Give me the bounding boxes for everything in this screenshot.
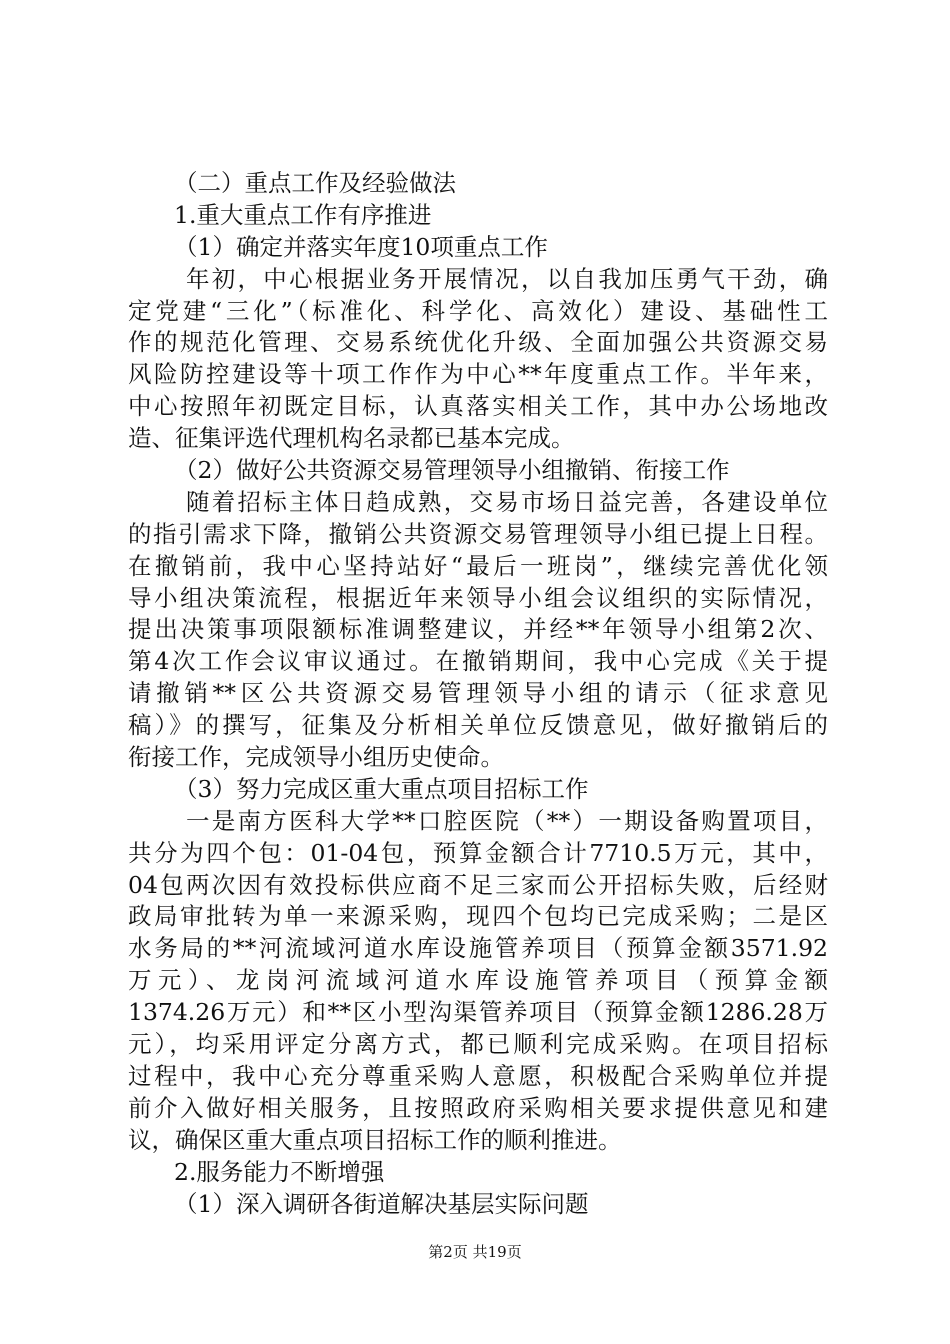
text-line: （1）确定并落实年度10项重点工作 xyxy=(174,232,548,261)
text-line: 随着招标主体日趋成熟，交易市场日益完善，各建设单位 xyxy=(186,487,828,516)
text-line: 过程中，我中心充分尊重采购人意愿，积极配合采购单位并提 xyxy=(128,1061,828,1090)
text-line: 作的规范化管理、交易系统优化升级、全面加强公共资源交易 xyxy=(128,328,828,357)
text-line: 万元）、龙岗河流域河道水库设施管养项目（预算金额 xyxy=(128,966,828,995)
text-line: 在撤销前，我中心坚持站好“最后一班岗”，继续完善优化领 xyxy=(128,551,828,580)
text-line: （二）重点工作及经验做法 xyxy=(174,169,456,197)
text-line: 议，确保区重大重点项目招标工作的顺利推进。 xyxy=(128,1125,622,1154)
text-line: 04包两次因有效投标供应商不足三家而公开招标失败，后经财 xyxy=(128,870,828,899)
text-line: 第4次工作会议审议通过。在撤销期间，我中心完成《关于提 xyxy=(128,647,828,676)
text-line: 中心按照年初既定目标，认真落实相关工作，其中办公场地改 xyxy=(128,392,828,421)
page-footer: 第2页 共19页 xyxy=(428,1243,522,1261)
text-line: 的指引需求下降，撤销公共资源交易管理领导小组已提上日程。 xyxy=(128,519,828,548)
text-line: 年初，中心根据业务开展情况，以自我加压勇气干劲，确 xyxy=(186,264,828,293)
text-line: （1）深入调研各街道解决基层实际问题 xyxy=(174,1189,589,1218)
text-line: （3）努力完成区重大重点项目招标工作 xyxy=(174,774,589,803)
document-body xyxy=(128,168,828,1220)
text-line: 2.服务能力不断增强 xyxy=(174,1157,385,1186)
text-line: 一是南方医科大学**口腔医院（**）一期设备购置项目， xyxy=(186,806,828,835)
text-line: 共分为四个包：01-04包，预算金额合计7710.5万元，其中， xyxy=(128,838,828,867)
text-line: 造、征集评选代理机构名录都已基本完成。 xyxy=(128,424,575,453)
text-line: 1.重大重点工作有序推进 xyxy=(174,200,432,229)
text-line: 政局审批转为单一来源采购，现四个包均已完成采购；二是区 xyxy=(128,902,828,931)
text-line: 水务局的**河流域河道水库设施管养项目（预算金额3571.92 xyxy=(128,934,828,963)
text-line: 风险防控建设等十项工作作为中心**年度重点工作。半年来， xyxy=(128,360,828,389)
text-line: 1374.26万元）和**区小型沟渠管养项目（预算金额1286.28万 xyxy=(128,998,828,1027)
text-line: 前介入做好相关服务，且按照政府采购相关要求提供意见和建 xyxy=(128,1093,828,1122)
text-line: 请撤销**区公共资源交易管理领导小组的请示（征求意见 xyxy=(128,679,828,708)
text-line: 定党建“三化”（标准化、科学化、高效化）建设、基础性工 xyxy=(128,296,828,325)
text-line: 元），均采用评定分离方式，都已顺利完成采购。在项目招标 xyxy=(128,1030,828,1059)
text-line: 稿）》的撰写，征集及分析相关单位反馈意见，做好撤销后的 xyxy=(128,711,828,740)
text-line: 提出决策事项限额标准调整建议，并经**年领导小组第2次、 xyxy=(128,615,828,644)
text-line: 导小组决策流程，根据近年来领导小组会议组织的实际情况， xyxy=(128,583,828,612)
text-line: 衔接工作，完成领导小组历史使命。 xyxy=(128,743,504,772)
text-line: （2）做好公共资源交易管理领导小组撤销、衔接工作 xyxy=(174,456,730,485)
